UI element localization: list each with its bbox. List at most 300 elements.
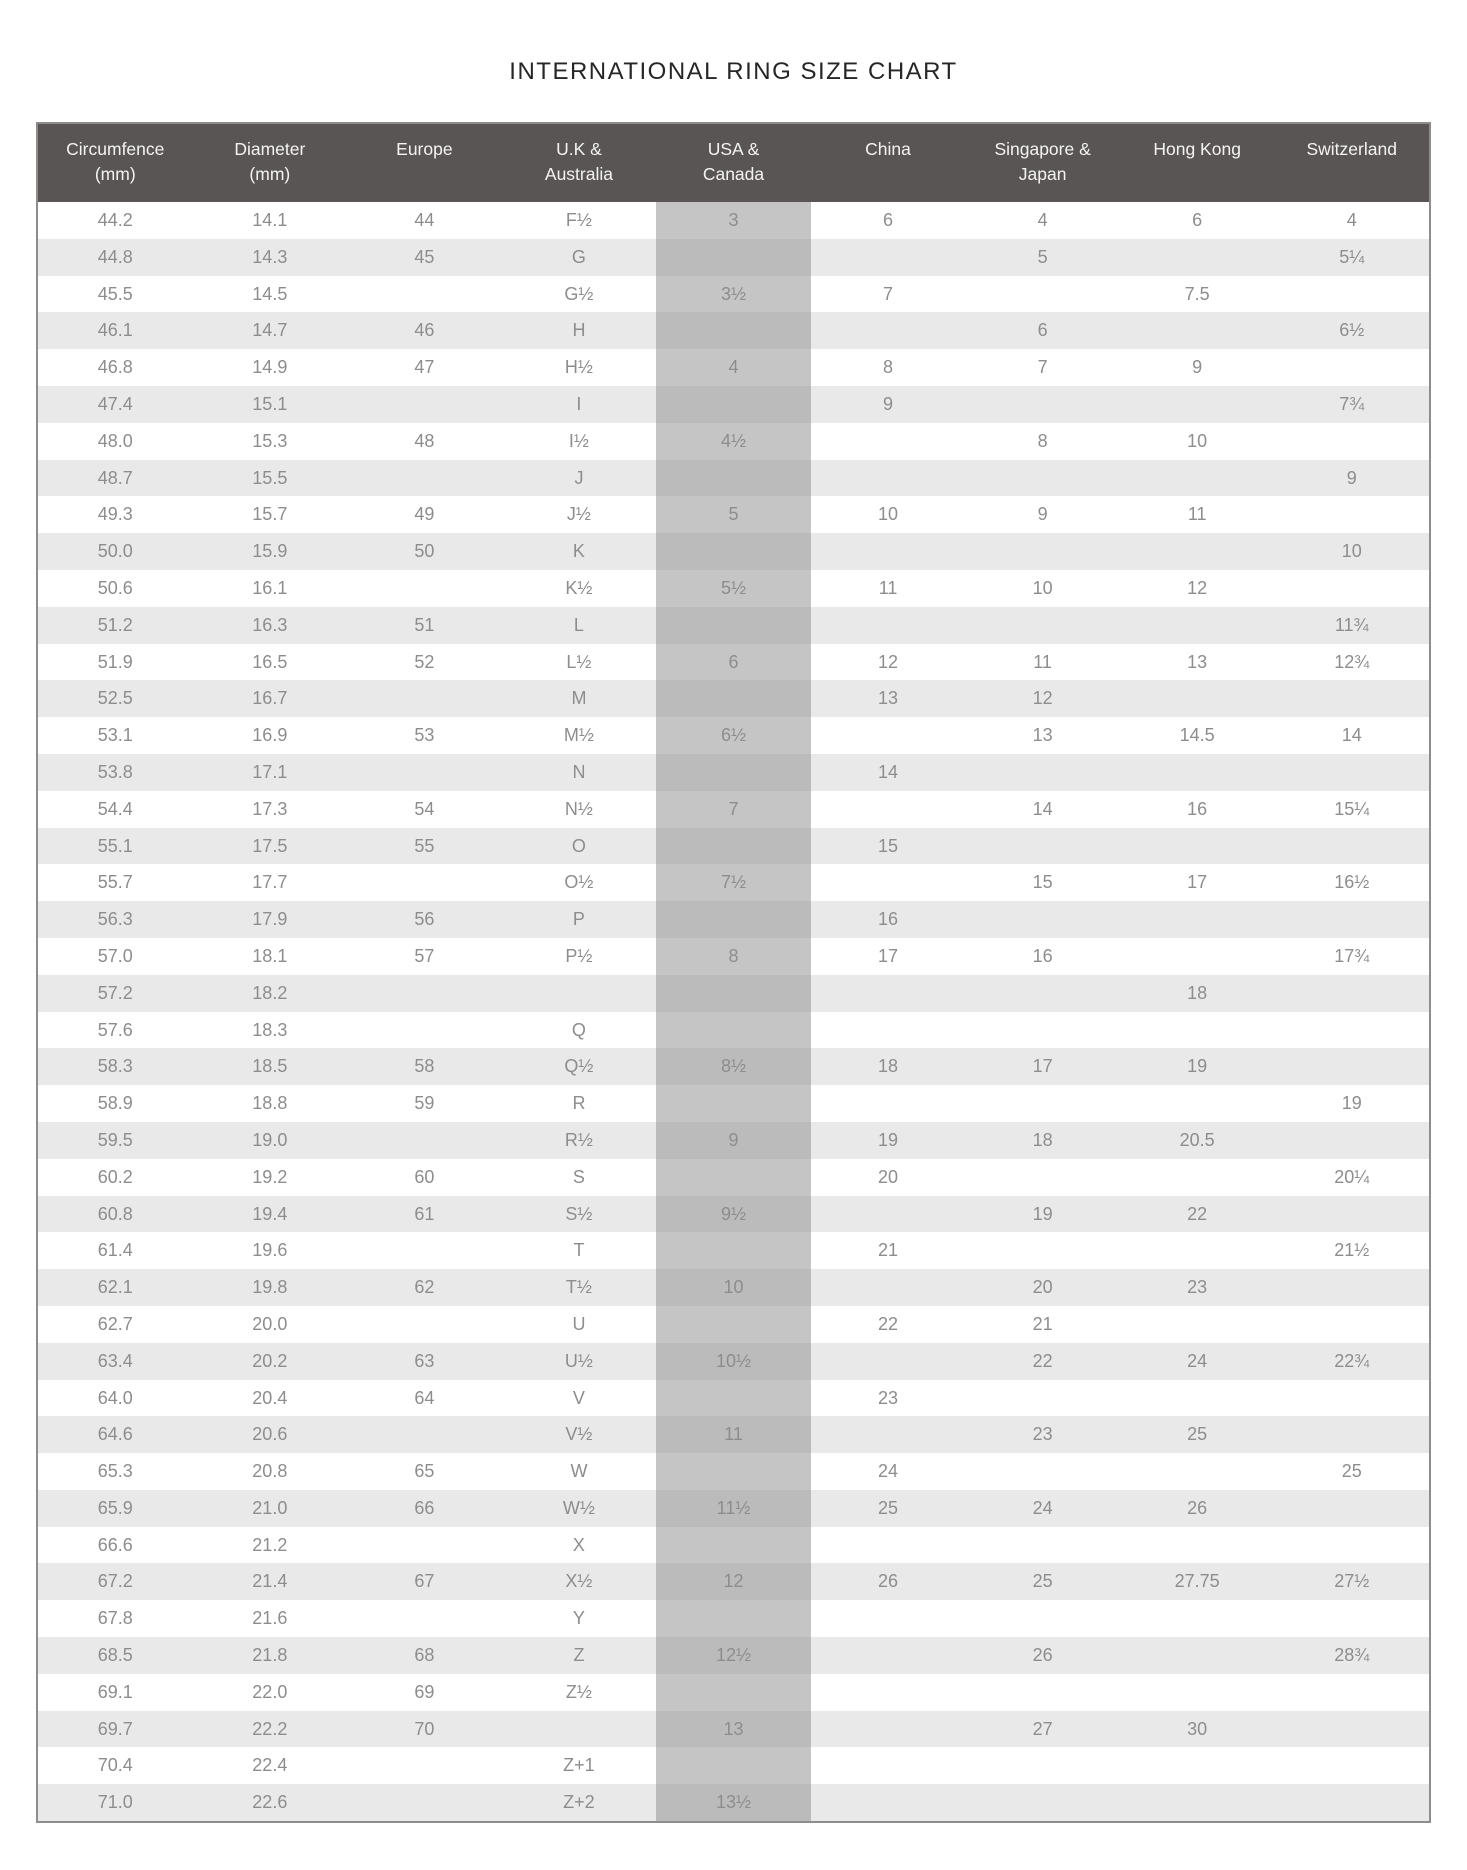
- cell-uk-australia: M½: [563, 725, 594, 746]
- cell-uk-australia: I: [576, 393, 582, 414]
- table-row: [38, 496, 1429, 533]
- cell-china: 9: [883, 393, 894, 414]
- table-row: [38, 1637, 1429, 1674]
- cell-singapore-japan: [965, 1380, 1120, 1417]
- cell-usa-canada: 8: [656, 938, 811, 975]
- cell-uk-australia: Z+1: [563, 1755, 595, 1776]
- cell-switzerland: [1274, 570, 1429, 607]
- cell-usa-canada: [656, 1453, 811, 1490]
- cell-switzerland: 28¾: [1334, 1645, 1370, 1666]
- cell-hong-kong: [1120, 533, 1275, 570]
- table-row: [38, 1048, 1429, 1085]
- cell-switzerland: 19: [1341, 1093, 1362, 1114]
- cell-china: 11: [878, 577, 898, 598]
- cell-diameter-mm: 14.5: [252, 283, 288, 304]
- cell-usa-canada: 4½: [656, 423, 811, 460]
- cell-usa-canada: [656, 901, 811, 938]
- cell-europe: 61: [414, 1203, 435, 1224]
- cell-hong-kong: [1120, 1159, 1275, 1196]
- cell-uk-australia: O½: [564, 872, 594, 893]
- cell-uk-australia: N: [572, 761, 586, 782]
- cell-china: [811, 423, 966, 460]
- cell-hong-kong: 19: [1187, 1056, 1208, 1077]
- table-row: [38, 1416, 1429, 1453]
- cell-singapore-japan: [965, 1747, 1120, 1784]
- column-header-line: Canada: [702, 164, 765, 184]
- cell-singapore-japan: 16: [1032, 945, 1053, 966]
- cell-diameter-mm: 14.7: [252, 320, 288, 341]
- cell-china: [811, 1527, 966, 1564]
- cell-diameter-mm: 17.7: [252, 872, 288, 893]
- cell-diameter-mm: 20.0: [252, 1313, 288, 1334]
- cell-usa-canada: 13½: [656, 1784, 811, 1821]
- cell-circumference-mm: 51.9: [97, 651, 133, 672]
- cell-europe: [347, 1527, 502, 1564]
- cell-hong-kong: [1120, 680, 1275, 717]
- cell-switzerland: [1274, 1674, 1429, 1711]
- cell-diameter-mm: 14.3: [252, 246, 288, 267]
- cell-europe: [347, 1122, 502, 1159]
- cell-switzerland: 20¼: [1334, 1166, 1370, 1187]
- cell-switzerland: 11¾: [1334, 614, 1369, 635]
- cell-hong-kong: [1120, 1085, 1275, 1122]
- table-row: [38, 312, 1429, 349]
- cell-uk-australia: T: [573, 1240, 585, 1261]
- cell-usa-canada: 10½: [656, 1343, 811, 1380]
- table-row: [38, 239, 1429, 276]
- cell-switzerland: [1274, 1527, 1429, 1564]
- cell-diameter-mm: 16.9: [252, 725, 288, 746]
- cell-singapore-japan: 13: [1032, 725, 1053, 746]
- cell-uk-australia: W: [570, 1461, 588, 1482]
- cell-uk-australia: [502, 975, 657, 1012]
- cell-hong-kong: 6: [1192, 210, 1203, 230]
- cell-europe: [347, 1232, 502, 1269]
- cell-diameter-mm: 18.3: [252, 1019, 288, 1040]
- cell-europe: 64: [414, 1387, 435, 1408]
- cell-europe: [347, 570, 502, 607]
- cell-diameter-mm: 19.6: [252, 1240, 288, 1261]
- cell-china: [811, 791, 966, 828]
- cell-uk-australia: T½: [565, 1277, 592, 1298]
- cell-singapore-japan: 14: [1032, 798, 1053, 819]
- cell-singapore-japan: [965, 1159, 1120, 1196]
- cell-singapore-japan: [965, 828, 1120, 865]
- table-row: [38, 1784, 1429, 1821]
- cell-hong-kong: 16: [1187, 798, 1208, 819]
- cell-china: [811, 1784, 966, 1821]
- column-header-line: U.K &: [556, 139, 602, 159]
- cell-diameter-mm: 18.1: [252, 945, 288, 966]
- column-header-line: Australia: [544, 164, 613, 184]
- cell-europe: 69: [414, 1681, 435, 1702]
- table-row: [38, 460, 1429, 497]
- cell-circumference-mm: 57.6: [97, 1019, 133, 1040]
- table-row: [38, 349, 1429, 386]
- cell-switzerland: 7¾: [1339, 393, 1365, 414]
- cell-china: 6: [883, 210, 894, 230]
- ring-size-table: [36, 122, 1431, 1823]
- cell-diameter-mm: 18.5: [252, 1056, 288, 1077]
- cell-singapore-japan: 5: [1037, 246, 1048, 267]
- cell-diameter-mm: 19.2: [252, 1166, 288, 1187]
- cell-switzerland: 15¼: [1334, 798, 1370, 819]
- cell-china: [811, 533, 966, 570]
- cell-china: 21: [878, 1240, 899, 1261]
- cell-hong-kong: [1120, 607, 1275, 644]
- cell-uk-australia: [502, 1711, 657, 1748]
- cell-hong-kong: 10: [1187, 430, 1208, 451]
- cell-diameter-mm: 17.1: [252, 761, 288, 782]
- cell-europe: 56: [414, 909, 435, 930]
- cell-uk-australia: X: [572, 1534, 585, 1555]
- cell-usa-canada: [656, 1012, 811, 1049]
- cell-europe: [347, 1600, 502, 1637]
- cell-usa-canada: [656, 460, 811, 497]
- cell-europe: 47: [414, 357, 435, 378]
- column-header-line: USA &: [707, 139, 760, 159]
- cell-uk-australia: J½: [566, 504, 591, 525]
- cell-circumference-mm: 50.6: [97, 577, 133, 598]
- cell-china: [811, 1269, 966, 1306]
- cell-usa-canada: 11½: [656, 1490, 811, 1527]
- column-header-line: (mm): [94, 164, 136, 184]
- cell-diameter-mm: 20.4: [252, 1387, 288, 1408]
- cell-uk-australia: O: [571, 835, 586, 856]
- cell-uk-australia: H: [572, 320, 586, 341]
- cell-singapore-japan: 12: [1032, 688, 1053, 709]
- cell-singapore-japan: [965, 533, 1120, 570]
- cell-china: [811, 975, 966, 1012]
- cell-switzerland: [1274, 754, 1429, 791]
- table-row: [38, 533, 1429, 570]
- table-row: [38, 717, 1429, 754]
- cell-china: [811, 1012, 966, 1049]
- cell-hong-kong: 9: [1192, 357, 1203, 378]
- cell-europe: [347, 1747, 502, 1784]
- cell-usa-canada: [656, 1527, 811, 1564]
- cell-diameter-mm: 15.5: [252, 467, 288, 488]
- cell-singapore-japan: [965, 901, 1120, 938]
- cell-hong-kong: [1120, 1453, 1275, 1490]
- cell-uk-australia: N½: [564, 798, 593, 819]
- cell-europe: 68: [414, 1645, 435, 1666]
- table-row: [38, 1711, 1429, 1748]
- cell-hong-kong: 18: [1187, 982, 1208, 1003]
- cell-hong-kong: [1120, 938, 1275, 975]
- cell-singapore-japan: [965, 1012, 1120, 1049]
- cell-china: 22: [878, 1313, 899, 1334]
- cell-diameter-mm: 18.8: [252, 1093, 288, 1114]
- cell-circumference-mm: 65.3: [97, 1461, 133, 1482]
- cell-china: 24: [878, 1461, 899, 1482]
- cell-europe: 44: [414, 210, 435, 230]
- cell-china: 26: [878, 1571, 899, 1592]
- cell-diameter-mm: 16.7: [252, 688, 288, 709]
- cell-circumference-mm: 51.2: [97, 614, 133, 635]
- cell-circumference-mm: 69.1: [97, 1681, 133, 1702]
- cell-europe: 50: [414, 541, 435, 562]
- cell-uk-australia: Q½: [564, 1056, 594, 1077]
- cell-circumference-mm: 52.5: [97, 688, 133, 709]
- cell-circumference-mm: 45.5: [97, 283, 133, 304]
- cell-europe: 55: [414, 835, 435, 856]
- cell-china: 16: [878, 909, 899, 930]
- cell-hong-kong: [1120, 1012, 1275, 1049]
- table-row: [38, 828, 1429, 865]
- cell-singapore-japan: [965, 460, 1120, 497]
- table-row: [38, 1232, 1429, 1269]
- cell-diameter-mm: 20.2: [252, 1350, 288, 1371]
- cell-circumference-mm: 59.5: [97, 1129, 133, 1150]
- cell-europe: 51: [414, 614, 435, 635]
- cell-hong-kong: [1120, 386, 1275, 423]
- cell-singapore-japan: [965, 1232, 1120, 1269]
- cell-singapore-japan: 27: [1032, 1718, 1053, 1739]
- cell-china: 25: [878, 1497, 899, 1518]
- cell-usa-canada: [656, 1306, 811, 1343]
- cell-singapore-japan: [965, 1784, 1120, 1821]
- cell-europe: 53: [414, 725, 435, 746]
- cell-usa-canada: 3: [656, 202, 811, 239]
- table-row: [38, 1196, 1429, 1233]
- cell-switzerland: [1274, 1122, 1429, 1159]
- cell-switzerland: [1274, 496, 1429, 533]
- cell-uk-australia: G: [571, 246, 586, 267]
- cell-china: 23: [878, 1387, 899, 1408]
- cell-china: [811, 1416, 966, 1453]
- cell-china: 17: [878, 945, 899, 966]
- cell-hong-kong: [1120, 1747, 1275, 1784]
- cell-diameter-mm: 22.6: [252, 1792, 288, 1813]
- cell-usa-canada: [656, 312, 811, 349]
- table-row: [38, 1306, 1429, 1343]
- cell-uk-australia: S: [572, 1166, 585, 1187]
- cell-circumference-mm: 44.2: [97, 210, 133, 230]
- cell-circumference-mm: 66.6: [97, 1534, 133, 1555]
- cell-diameter-mm: 22.2: [252, 1718, 288, 1739]
- cell-switzerland: [1274, 1600, 1429, 1637]
- cell-diameter-mm: 15.1: [252, 393, 288, 414]
- cell-uk-australia: L: [573, 614, 584, 635]
- cell-singapore-japan: 15: [1032, 872, 1053, 893]
- cell-europe: 67: [414, 1571, 435, 1592]
- cell-circumference-mm: 60.8: [97, 1203, 133, 1224]
- cell-hong-kong: 30: [1187, 1718, 1208, 1739]
- cell-singapore-japan: 11: [1033, 651, 1052, 672]
- cell-hong-kong: [1120, 1380, 1275, 1417]
- cell-circumference-mm: 56.3: [97, 909, 133, 930]
- table-row: [38, 1122, 1429, 1159]
- cell-usa-canada: [656, 1159, 811, 1196]
- cell-uk-australia: Z+2: [563, 1792, 595, 1813]
- cell-usa-canada: [656, 1380, 811, 1417]
- cell-circumference-mm: 53.1: [97, 725, 133, 746]
- cell-singapore-japan: 7: [1037, 357, 1048, 378]
- cell-singapore-japan: 24: [1032, 1497, 1053, 1518]
- table-row: [38, 1747, 1429, 1784]
- cell-usa-canada: 13: [656, 1711, 811, 1748]
- cell-usa-canada: 6: [656, 644, 811, 681]
- cell-switzerland: [1274, 828, 1429, 865]
- cell-circumference-mm: 67.2: [97, 1571, 133, 1592]
- table-row: [38, 1490, 1429, 1527]
- cell-china: [811, 312, 966, 349]
- cell-uk-australia: J: [574, 467, 584, 488]
- cell-hong-kong: [1120, 828, 1275, 865]
- cell-usa-canada: 6½: [656, 717, 811, 754]
- cell-switzerland: 10: [1341, 541, 1362, 562]
- column-header-line: Switzerland: [1306, 139, 1397, 159]
- cell-switzerland: [1274, 1711, 1429, 1748]
- cell-china: [811, 1085, 966, 1122]
- cell-switzerland: [1274, 1048, 1429, 1085]
- cell-europe: [347, 1306, 502, 1343]
- cell-uk-australia: Z: [573, 1645, 585, 1666]
- cell-diameter-mm: 17.5: [252, 835, 288, 856]
- cell-usa-canada: 4: [656, 349, 811, 386]
- table-row: [38, 570, 1429, 607]
- cell-europe: [347, 1784, 502, 1821]
- cell-diameter-mm: 21.0: [252, 1497, 288, 1518]
- cell-uk-australia: K: [572, 541, 585, 562]
- cell-diameter-mm: 21.2: [252, 1534, 288, 1555]
- column-header-switzerland: [1274, 124, 1429, 202]
- cell-hong-kong: 11: [1187, 504, 1207, 525]
- cell-switzerland: 12¾: [1334, 651, 1370, 672]
- cell-switzerland: 25: [1341, 1461, 1362, 1482]
- cell-uk-australia: V½: [565, 1424, 593, 1445]
- cell-hong-kong: [1120, 460, 1275, 497]
- cell-switzerland: [1274, 975, 1429, 1012]
- table-row: [38, 754, 1429, 791]
- cell-uk-australia: F½: [565, 210, 592, 230]
- cell-china: [811, 1674, 966, 1711]
- cell-uk-australia: S½: [565, 1203, 593, 1224]
- cell-usa-canada: [656, 1232, 811, 1269]
- cell-china: 18: [878, 1056, 899, 1077]
- cell-uk-australia: Y: [572, 1608, 585, 1629]
- cell-hong-kong: 14.5: [1179, 725, 1215, 746]
- cell-switzerland: [1274, 349, 1429, 386]
- column-header-line: Hong Kong: [1153, 139, 1241, 159]
- cell-uk-australia: I½: [568, 430, 589, 451]
- cell-hong-kong: 7.5: [1184, 283, 1210, 304]
- cell-singapore-japan: 20: [1032, 1277, 1053, 1298]
- table-row: [38, 1269, 1429, 1306]
- cell-europe: [347, 975, 502, 1012]
- cell-diameter-mm: 14.1: [252, 210, 288, 230]
- cell-singapore-japan: [965, 386, 1120, 423]
- column-header-diameter: [193, 124, 348, 202]
- cell-diameter-mm: 14.9: [252, 357, 288, 378]
- column-header-usa-canada: [656, 124, 811, 202]
- cell-usa-canada: [656, 828, 811, 865]
- cell-china: [811, 864, 966, 901]
- cell-singapore-japan: 21: [1032, 1313, 1053, 1334]
- cell-europe: [347, 276, 502, 313]
- cell-hong-kong: [1120, 1674, 1275, 1711]
- cell-diameter-mm: 22.0: [252, 1681, 288, 1702]
- cell-singapore-japan: 9: [1037, 504, 1048, 525]
- cell-hong-kong: [1120, 239, 1275, 276]
- cell-hong-kong: [1120, 901, 1275, 938]
- cell-uk-australia: L½: [566, 651, 592, 672]
- table-row: [38, 202, 1429, 239]
- table-row: [38, 1085, 1429, 1122]
- cell-uk-australia: H½: [564, 357, 593, 378]
- cell-circumference-mm: 55.7: [97, 872, 133, 893]
- cell-uk-australia: R½: [564, 1129, 593, 1150]
- cell-diameter-mm: 15.7: [252, 504, 288, 525]
- cell-singapore-japan: 8: [1037, 430, 1048, 451]
- cell-switzerland: [1274, 276, 1429, 313]
- cell-circumference-mm: 63.4: [97, 1350, 133, 1371]
- cell-switzerland: [1274, 1380, 1429, 1417]
- cell-singapore-japan: [965, 276, 1120, 313]
- cell-diameter-mm: 20.6: [252, 1424, 288, 1445]
- cell-diameter-mm: 21.8: [252, 1645, 288, 1666]
- cell-switzerland: [1274, 1269, 1429, 1306]
- cell-china: 7: [883, 283, 894, 304]
- cell-europe: 52: [414, 651, 435, 672]
- cell-hong-kong: 23: [1187, 1277, 1208, 1298]
- cell-usa-canada: [656, 1600, 811, 1637]
- cell-circumference-mm: 48.0: [97, 430, 133, 451]
- cell-circumference-mm: 68.5: [97, 1645, 133, 1666]
- cell-hong-kong: [1120, 1232, 1275, 1269]
- table-row: [38, 607, 1429, 644]
- table-row: [38, 975, 1429, 1012]
- column-header-europe: [347, 124, 502, 202]
- cell-usa-canada: [656, 239, 811, 276]
- cell-circumference-mm: 50.0: [97, 541, 133, 562]
- cell-usa-canada: 5½: [656, 570, 811, 607]
- cell-circumference-mm: 49.3: [97, 504, 133, 525]
- cell-hong-kong: [1120, 1637, 1275, 1674]
- cell-europe: 54: [414, 798, 435, 819]
- cell-hong-kong: [1120, 1306, 1275, 1343]
- cell-diameter-mm: 20.8: [252, 1461, 288, 1482]
- cell-singapore-japan: [965, 754, 1120, 791]
- column-header-line: (mm): [249, 164, 291, 184]
- table-row: [38, 1343, 1429, 1380]
- cell-circumference-mm: 57.2: [97, 982, 133, 1003]
- cell-singapore-japan: 22: [1032, 1350, 1053, 1371]
- cell-europe: 62: [414, 1277, 435, 1298]
- cell-china: 14: [878, 761, 899, 782]
- cell-uk-australia: P½: [565, 945, 593, 966]
- cell-uk-australia: Q: [571, 1019, 586, 1040]
- cell-switzerland: [1274, 423, 1429, 460]
- cell-circumference-mm: 67.8: [97, 1608, 133, 1629]
- cell-hong-kong: 27.75: [1174, 1571, 1220, 1592]
- cell-circumference-mm: 48.7: [97, 467, 133, 488]
- cell-usa-canada: [656, 1085, 811, 1122]
- cell-switzerland: [1274, 901, 1429, 938]
- cell-hong-kong: [1120, 1600, 1275, 1637]
- cell-usa-canada: [656, 1674, 811, 1711]
- cell-circumference-mm: 69.7: [97, 1718, 133, 1739]
- cell-switzerland: [1274, 1490, 1429, 1527]
- cell-china: [811, 460, 966, 497]
- cell-singapore-japan: 25: [1032, 1571, 1053, 1592]
- cell-diameter-mm: 21.6: [252, 1608, 288, 1629]
- cell-circumference-mm: 60.2: [97, 1166, 133, 1187]
- table-row: [38, 1159, 1429, 1196]
- cell-circumference-mm: 54.4: [97, 798, 133, 819]
- cell-switzerland: [1274, 1196, 1429, 1233]
